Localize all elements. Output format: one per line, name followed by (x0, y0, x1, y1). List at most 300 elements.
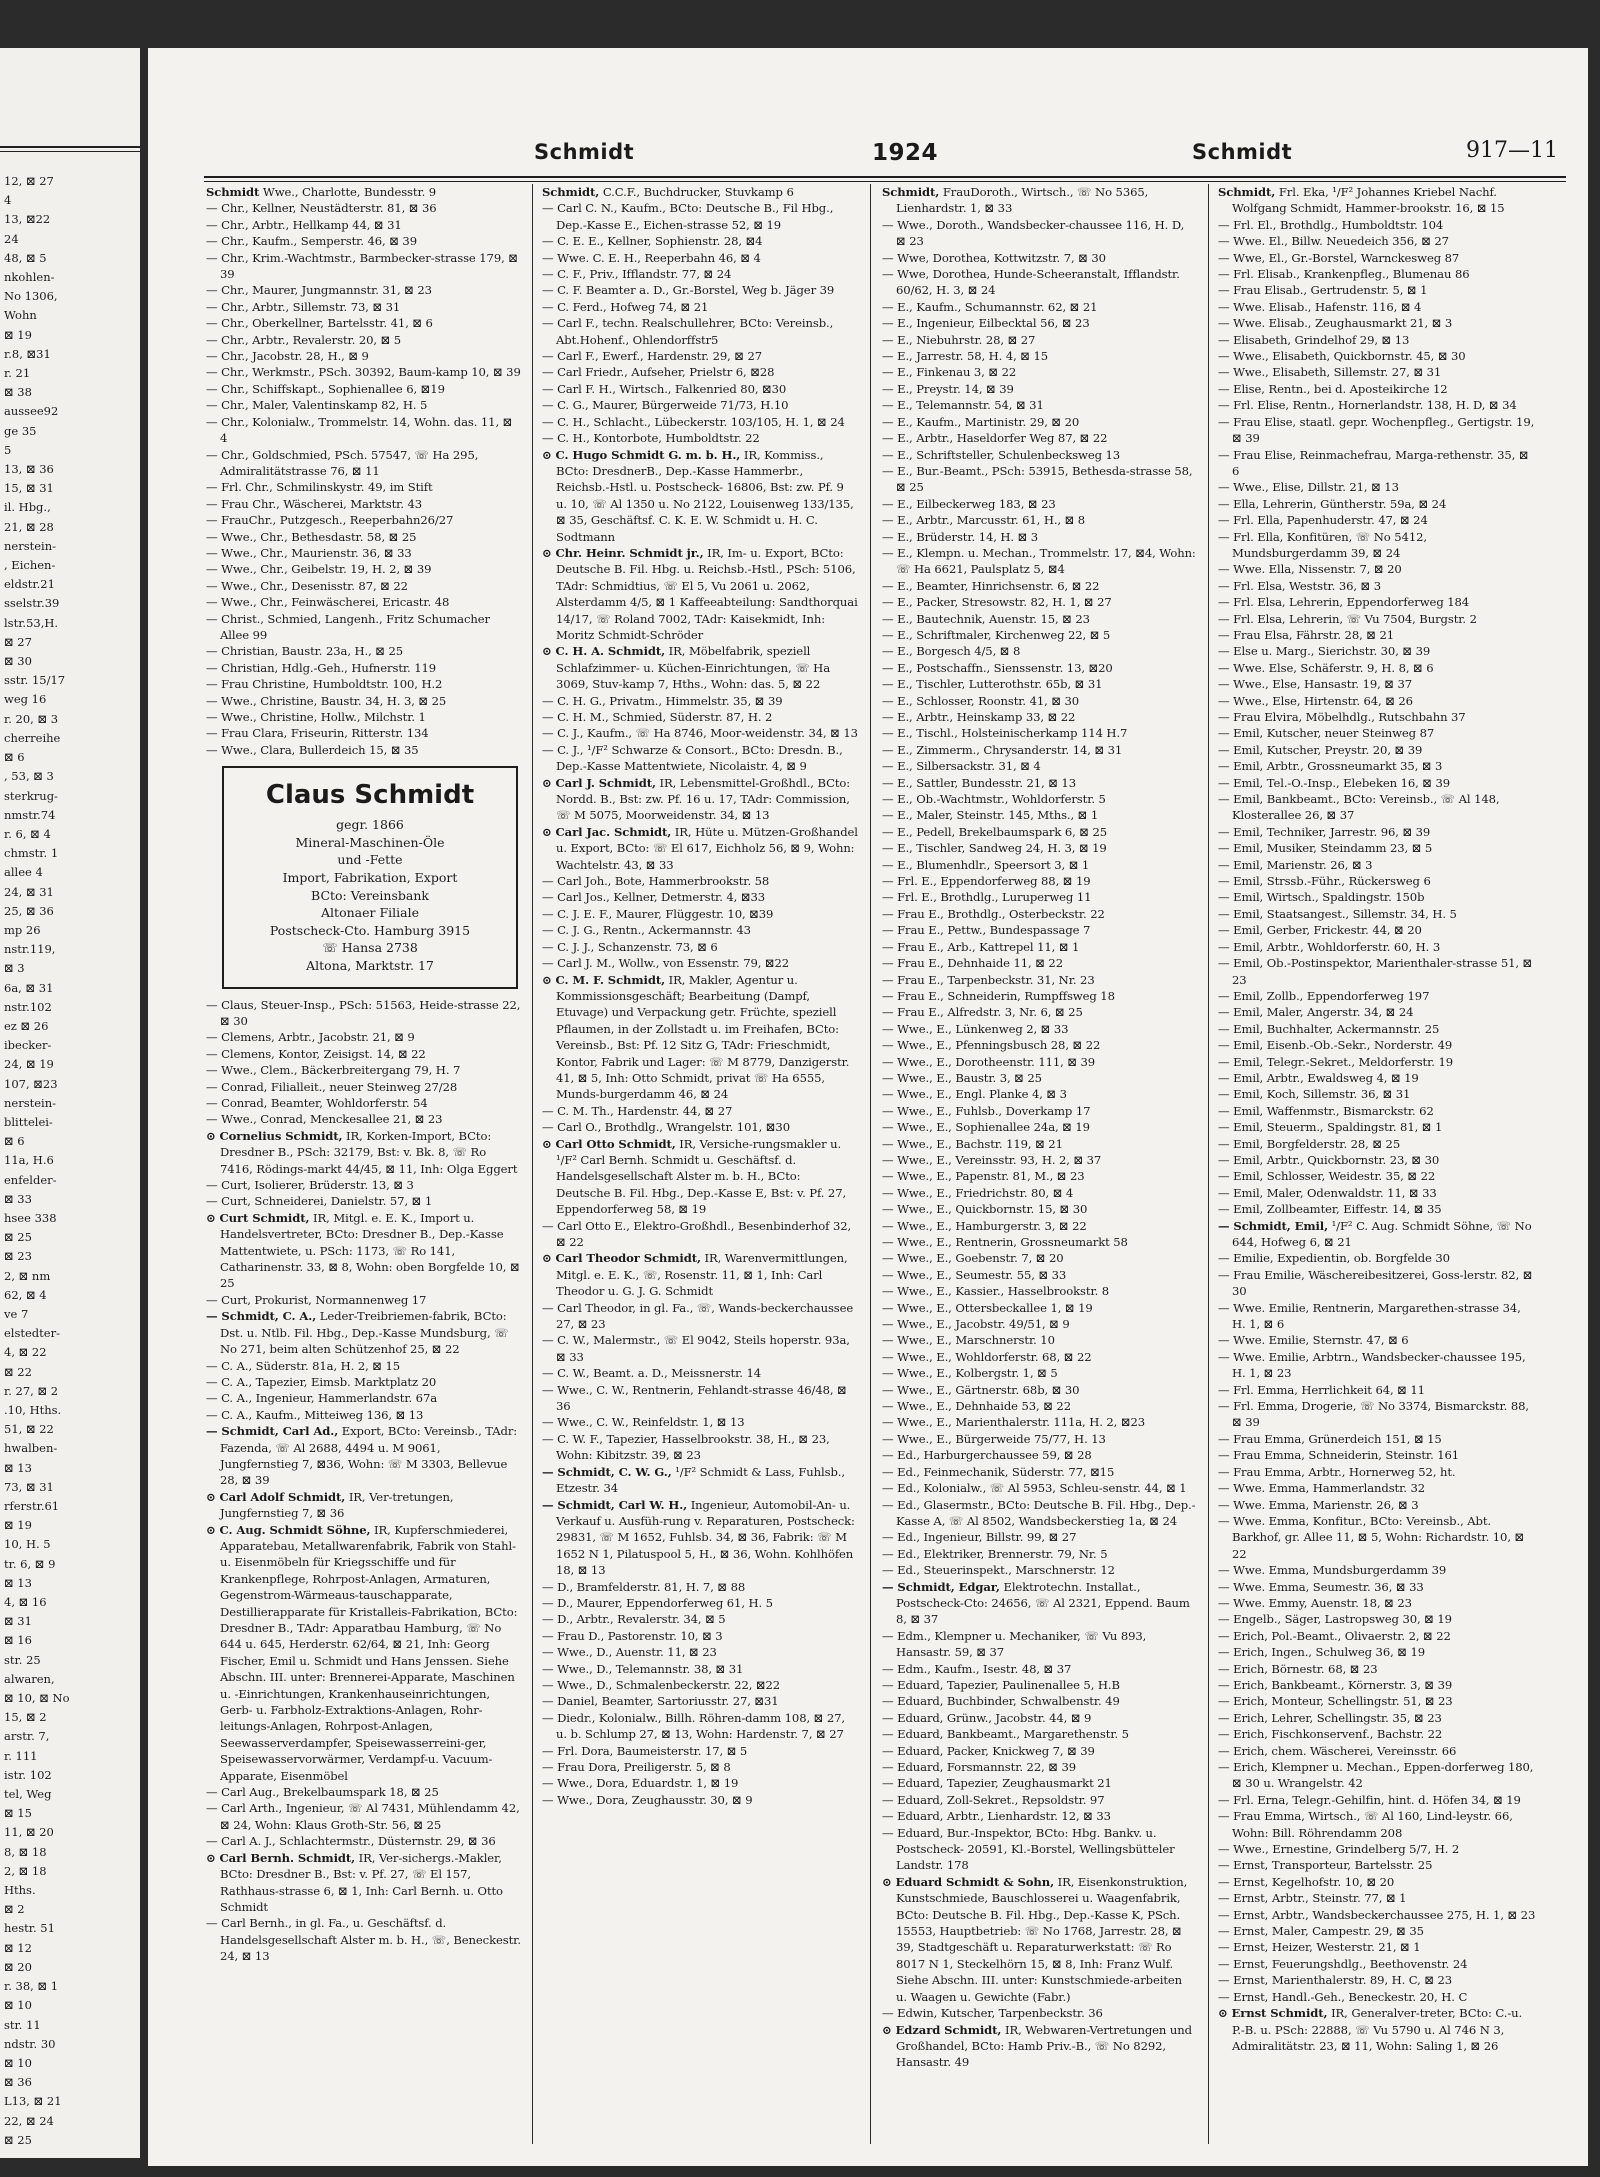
left-page-line: ⊠ 10, ⊠ No (4, 1691, 70, 1706)
directory-entry (1218, 1611, 1536, 1627)
directory-entry (882, 922, 1196, 938)
directory-entry (882, 758, 1196, 774)
entry-text: — Wwe., E., Bürgerweide 75/77, H. 13 (882, 1431, 1106, 1446)
entry-name: ⊙ Chr. Heinr. Schmidt jr., (542, 545, 704, 560)
directory-entry (1218, 988, 1536, 1004)
directory-entry (1218, 1497, 1536, 1513)
directory-entry (206, 1374, 522, 1390)
directory-entry (1218, 1480, 1536, 1496)
directory-entry (542, 1628, 858, 1644)
directory-entry (1218, 1743, 1536, 1759)
entry-text: — C. H., Kontorbote, Humboldtstr. 22 (542, 431, 760, 446)
directory-entry (206, 997, 522, 1030)
directory-entry (206, 1800, 522, 1833)
entry-text: Frl. Eka, ¹/F² Johannes Kriebel Nachf. Wolfgang Schmidt, Hammer-brookstr. 16, ⊠ 15 (1232, 185, 1505, 216)
left-page-line: ⊠ 33 (4, 1191, 32, 1206)
directory-entry (206, 315, 522, 331)
entry-text: — Frau Elvira, Möbelhdlg., Rutschbahn 37 (1218, 710, 1466, 724)
entry-name: Schmidt (206, 185, 260, 199)
left-page-line: str. 25 (4, 1652, 41, 1667)
entry-text: — E., Brüderstr. 14, H. ⊠ 3 (882, 529, 1039, 544)
entry-text: IR, Im- u. Export, BCto: Deutsche B. Fil. Hbg. u. Reichsb.-Hstl., PSch: 5106, TAdr: Schmidtius, ☏ El 5, Vu 2061 u. 2062, Alsterdamm 4/5, ⊠ 1 Kaffeeabteilung: Sandthorquai 14/17, ☏ Roland 7002, TAdr: Kaisekmidt, Inh: Moritz Schmidt-Schröder (556, 545, 858, 642)
directory-entry (1218, 397, 1536, 413)
entry-text: — Emil, Koch, Sillemstr. 36, ⊠ 31 (1218, 1087, 1411, 1102)
entry-name: ⊙ Carl Theodor Schmidt, (542, 1251, 701, 1266)
entry-text: — Ella, Lehrerin, Güntherstr. 59a, ⊠ 24 (1218, 496, 1447, 511)
entry-text: — Wwe., E., Pfenningsbusch 28, ⊠ 22 (882, 1038, 1101, 1053)
directory-entry (882, 889, 1196, 905)
entry-text: — Emil, Maler, Angerstr. 34, ⊠ 24 (1218, 1005, 1414, 1020)
directory-entry (542, 299, 858, 315)
entry-text: — E., Beamter, Hinrichsenstr. 6, ⊠ 22 (882, 578, 1100, 593)
header-rule (204, 176, 1566, 178)
entry-text: IR, Ver-tretungen, Jungfernstieg 7, ⊠ 36 (220, 1489, 454, 1521)
entry-text: — Chr., Krim.-Wachtmstr., Barmbecker-strasse 179, ⊠ 39 (206, 250, 518, 282)
page-header (204, 134, 1566, 174)
directory-entry (882, 1759, 1196, 1775)
directory-entry (1218, 315, 1536, 331)
directory-entry (882, 1808, 1196, 1824)
directory-entry (882, 2005, 1196, 2021)
entry-text: — Wwe. Emmy, Auenstr. 18, ⊠ 23 (1218, 1595, 1412, 1610)
left-page-line: ⊠ 2 (4, 1902, 25, 1917)
directory-entry (542, 397, 858, 413)
entry-text: — Frau Emma, Wirtsch., ☏ Al 160, Lind-leystr. 66, Wohn: Bill. Röhrendamm 208 (1218, 1809, 1513, 1840)
entry-text: — Chr., Arbtr., Hellkamp 44, ⊠ 31 (206, 217, 402, 232)
entry-name: ⊙ Carl Otto Schmidt, (542, 1136, 676, 1151)
directory-entry (1218, 364, 1536, 380)
entry-text: — Emil, Techniker, Jarrestr. 96, ⊠ 39 (1218, 824, 1431, 839)
entry-text: — Wwe., E., Rentnerin, Grossneumarkt 58 (882, 1235, 1128, 1249)
directory-entry (1218, 1021, 1536, 1037)
directory-entry (206, 693, 522, 709)
directory-entry (882, 1054, 1196, 1070)
entry-text: — Ernst, Arbtr., Wandsbeckerchaussee 275, H. 1, ⊠ 23 (1218, 1907, 1536, 1922)
entry-text: — Carl Arth., Ingenieur, ☏ Al 7431, Mühlendamm 42, ⊠ 24, Wohn: Klaus Groth-Str. 56, ⊠ 25 (206, 1801, 520, 1832)
entry-text: — Carl F., techn. Realschullehrer, BCto: Vereinsb., Abt.Hohenf., Ohlendorffstr5 (542, 316, 834, 347)
directory-entry (882, 266, 1196, 299)
entry-text: — Eduard, Grünw., Jacobstr. 44, ⊠ 9 (882, 1710, 1092, 1725)
entry-text: — Wwe., E., Friedrichstr. 80, ⊠ 4 (882, 1185, 1074, 1200)
directory-entry (1218, 1218, 1536, 1251)
directory-entry (1218, 709, 1536, 725)
entry-text: — E., Jarrestr. 58, H. 4, ⊠ 15 (882, 349, 1049, 364)
directory-entry (206, 1111, 522, 1127)
entry-text: — Emil, Arbtr., Quickbornstr. 23, ⊠ 30 (1218, 1152, 1440, 1167)
directory-entry (542, 939, 858, 955)
entry-text: — Frau Elise, Reinmachefrau, Marga-rethenstr. 35, ⊠ 6 (1218, 447, 1529, 478)
entry-text: — Carl Theodor, in gl. Fa., ☏, Wands-beckerchaussee 27, ⊠ 23 (542, 1300, 854, 1332)
entry-text: IR, Ver-sichergs.-Makler, BCto: Dresdner B., Bst: v. Pf. 27, ☏ El 157, Rathhaus-strasse 6, ⊠ 1, Inh: Carl Bernh. u. Otto Schmidt (220, 1850, 503, 1914)
directory-entry (882, 1218, 1196, 1234)
directory-entry (1218, 561, 1536, 577)
entry-text: — Claus, Steuer-Insp., PSch: 51563, Heide-strasse 22, ⊠ 30 (206, 997, 521, 1028)
entry-text: — Wwe., E., Jacobstr. 49/51, ⊠ 9 (882, 1317, 1070, 1332)
directory-entry (882, 1201, 1196, 1217)
entry-text: IR, Generalver-treter, BCto: C.-u. P.-B. u. PSch: 22888, ☏ Vu 5790 u. Al 746 N 3, Admiralitätstr. 23, ⊠ 11, Wohn: Saling 1, ⊠ 26 (1232, 2006, 1523, 2053)
left-page-line: 24 (4, 231, 19, 246)
entry-text: — Wwe., E., Fuhlsb., Doverkamp 17 (882, 1103, 1091, 1118)
directory-entry (206, 381, 522, 397)
left-page-line: 22, ⊠ 24 (4, 2113, 54, 2128)
entry-text: — E., Kaufm., Martinistr. 29, ⊠ 20 (882, 414, 1080, 429)
directory-entry (882, 676, 1196, 692)
directory-entry (882, 1021, 1196, 1037)
directory-entry (206, 1915, 522, 1964)
left-page-line: ⊠ 25 (4, 1230, 32, 1245)
directory-page (148, 48, 1588, 2166)
directory-entry (1218, 1185, 1536, 1201)
entry-text: — Frl. Erna, Telegr.-Gehilfin, hint. d. Höfen 34, ⊠ 19 (1218, 1792, 1521, 1807)
directory-entry (542, 1497, 858, 1579)
directory-entry (206, 479, 522, 495)
entry-text: — Wwe., Doroth., Wandsbecker-chaussee 116, H. D, ⊠ 23 (882, 217, 1185, 249)
directory-entry (542, 282, 858, 298)
entry-text: — Clemens, Arbtr., Jacobstr. 21, ⊠ 9 (206, 1030, 415, 1045)
directory-entry (206, 200, 522, 216)
directory-entry (206, 594, 522, 610)
directory-entry (1218, 955, 1536, 988)
directory-entry (542, 1710, 858, 1743)
entry-text: — Frl. Chr., Schmilinskystr. 49, im Stift (206, 480, 433, 495)
directory-entry (542, 1382, 858, 1415)
entry-text: — Eduard, Zoll-Sekret., Repsoldstr. 97 (882, 1792, 1105, 1807)
entry-name: ⊙ Carl J. Schmidt, (542, 775, 656, 790)
entry-text: — Frau Emma, Schneiderin, Steinstr. 161 (1218, 1448, 1460, 1463)
entry-text: — C. F. Beamter a. D., Gr.-Borstel, Weg b. Jäger 39 (542, 283, 835, 298)
directory-entry (542, 922, 858, 938)
entry-text: — C. H. G., Privatm., Himmelstr. 35, ⊠ 39 (542, 693, 783, 708)
directory-entry (1218, 693, 1536, 709)
left-page-line: 51, ⊠ 22 (4, 1422, 54, 1437)
directory-entry (206, 1423, 522, 1489)
entry-text: — Wwe. Emma, Seumestr. 36, ⊠ 33 (1218, 1579, 1424, 1594)
directory-entry (206, 742, 522, 758)
entry-text: — Chr., Werkmstr., PSch. 30392, Baum-kamp 10, ⊠ 39 (206, 365, 521, 380)
entry-text: — Wwe., E., Vereinsstr. 93, H. 2, ⊠ 37 (882, 1152, 1102, 1167)
directory-entry (206, 1095, 522, 1111)
entry-text: — Emil, Borgfelderstr. 28, ⊠ 25 (1218, 1136, 1401, 1151)
entry-text: — Frau E., Schneiderin, Rumpffsweg 18 (882, 988, 1115, 1003)
directory-entry (882, 725, 1196, 741)
directory-entry (1218, 1054, 1536, 1070)
left-page-line: ve 7 (4, 1306, 29, 1321)
left-page-line: 8, ⊠ 18 (4, 1844, 47, 1859)
directory-entry (542, 545, 858, 643)
directory-entry (1218, 676, 1536, 692)
left-page-line: nkohlen- (4, 270, 55, 285)
directory-entry (1218, 1119, 1536, 1135)
entry-text: — Chr., Schiffskapt., Sophienallee 6, ⊠19 (206, 381, 445, 396)
entry-text: Export, BCto: Vereinsb., TAdr: Fazenda, ☏ Al 2688, 4494 u. M 9061, Jungfernstieg 7, ⊠36, Wohn: ☏ M 3303, Bellevue 28, ⊠ 39 (220, 1424, 518, 1488)
directory-entry (882, 709, 1196, 725)
directory-entry (882, 217, 1196, 250)
left-page-fragment (0, 48, 143, 2158)
directory-entry (1218, 1152, 1536, 1168)
directory-entry (542, 1759, 858, 1775)
entry-text: — C. J., Kaufm., ☏ Ha 8746, Moor-weidenstr. 34, ⊠ 13 (542, 726, 858, 741)
directory-entry (882, 512, 1196, 528)
directory-entry (206, 1358, 522, 1374)
directory-entry (882, 430, 1196, 446)
entry-text: — C. M. Th., Hardenstr. 44, ⊠ 27 (542, 1103, 733, 1118)
entry-text: — C. A., Tapezier, Eimsb. Marktplatz 20 (206, 1374, 437, 1389)
entry-text: — Diedr., Kolonialw., Billh. Röhren-damm 108, ⊠ 27, u. b. Schlump 27, ⊠ 13, Wohn: Hardenstr. 7, ⊠ 27 (542, 1710, 845, 1742)
left-page-line: 15, ⊠ 31 (4, 481, 54, 496)
entry-text: — Ed., Harburgerchaussee 59, ⊠ 28 (882, 1448, 1092, 1463)
entry-text: — E., Schlosser, Roonstr. 41, ⊠ 30 (882, 693, 1080, 708)
directory-entry (882, 857, 1196, 873)
entry-text: — Chr., Kellner, Neustädterstr. 81, ⊠ 36 (206, 201, 437, 216)
directory-entry (542, 643, 858, 692)
entry-name: Schmidt, (542, 185, 600, 199)
column-divider (532, 184, 533, 2144)
directory-entry (206, 1128, 522, 1177)
entry-text: — Wwe., Conrad, Menckesallee 21, ⊠ 23 (206, 1112, 443, 1127)
directory-entry (882, 1775, 1196, 1791)
entry-text: — Emil, Arbtr., Wohldorferstr. 60, H. 3 (1218, 939, 1441, 954)
directory-entry (206, 250, 522, 283)
entry-text: — E., Eilbeckerweg 183, ⊠ 23 (882, 496, 1056, 511)
entry-text: — Conrad, Beamter, Wohldorferstr. 54 (206, 1096, 428, 1110)
directory-entry (882, 1004, 1196, 1020)
entry-text: — E., Borgesch 4/5, ⊠ 8 (882, 644, 1021, 659)
ad-line: ☏ Hansa 2738 (322, 940, 418, 956)
left-page-line: 11, ⊠ 20 (4, 1825, 54, 1840)
left-page-line: 12, ⊠ 27 (4, 174, 54, 188)
entry-text: — E., Schriftsteller, Schulenbecksweg 13 (882, 447, 1121, 462)
entry-text: IR, Warenvermittlungen, Mitgl. e. E. K., ☏, Rosenstr. 11, ⊠ 1, Inh: Carl Theodor u. G. J. G. Schmidt (556, 1251, 848, 1299)
entry-text: — Frl. Elise, Rentn., Hornerlandstr. 138, H. D, ⊠ 34 (1218, 398, 1517, 413)
entry-text: — Eduard, Bur.-Inspektor, BCto: Hbg. Bankv. u. Postscheck- 20591, Kl.-Borstel, Wellingsbütteler Landstr. 178 (882, 1825, 1175, 1873)
left-page-line: ez ⊠ 26 (4, 1018, 49, 1033)
left-page-line: nerstein- (4, 538, 57, 553)
directory-entry (1218, 1726, 1536, 1742)
entry-text: — Wwe., Chr., Geibelstr. 19, H. 2, ⊠ 39 (206, 562, 432, 577)
entry-name: ⊙ Cornelius Schmidt, (206, 1128, 343, 1143)
entry-text: — Frl. Elsa, Lehrerin, ☏ Vu 7504, Burgstr. 2 (1218, 611, 1477, 626)
running-head-right: Schmidt (1192, 140, 1293, 164)
directory-entry (882, 1874, 1196, 2005)
advertisement-box (222, 766, 518, 988)
left-page-line: ⊠ 30 (4, 654, 32, 669)
directory-entry (882, 1152, 1196, 1168)
entry-text: — Wwe., Dora, Eduardstr. 1, ⊠ 19 (542, 1776, 739, 1791)
entry-text: — Frau D., Pastorenstr. 10, ⊠ 3 (542, 1628, 723, 1643)
entry-text: — Erich, Ingen., Schulweg 36, ⊠ 19 (1218, 1645, 1426, 1660)
directory-entry (882, 1332, 1196, 1348)
entry-text: ¹/F² C. Aug. Schmidt Söhne, ☏ No 644, Hofweg 6, ⊠ 21 (1232, 1218, 1532, 1249)
directory-entry (1218, 1300, 1536, 1333)
left-page-line: ⊠ 13 (4, 1575, 32, 1590)
directory-entry (882, 381, 1196, 397)
directory-entry (1218, 1201, 1536, 1217)
directory-entry (206, 1308, 522, 1357)
entry-text: — C. A., Süderstr. 81a, H. 2, ⊠ 15 (206, 1358, 401, 1373)
directory-entry (542, 1743, 858, 1759)
directory-entry (882, 1168, 1196, 1184)
directory-entry (542, 1414, 858, 1430)
ad-line: Altona, Marktstr. 17 (306, 957, 434, 973)
entry-text: — C. W., Beamt. a. D., Meissnerstr. 14 (542, 1366, 761, 1381)
directory-entry (1218, 1382, 1536, 1398)
directory-entry (1218, 1989, 1536, 2005)
left-page-line: cherreihe (4, 730, 61, 745)
entry-text: — Chr., Arbtr., Revalerstr. 20, ⊠ 5 (206, 332, 402, 347)
directory-entry (882, 1398, 1196, 1414)
entry-text: — Wwe., C. W., Rentnerin, Fehlandt-strasse 46/48, ⊠ 36 (542, 1382, 847, 1414)
directory-entry (882, 643, 1196, 659)
directory-entry (882, 1234, 1196, 1250)
entry-text: — Frau E., Dehnhaide 11, ⊠ 22 (882, 956, 1063, 971)
entry-text: — Elise, Rentn., bei d. Aposteikirche 12 (1218, 381, 1448, 396)
directory-entry (206, 1390, 522, 1406)
left-page-line: il. Hbg., (4, 500, 51, 515)
column-divider (870, 184, 871, 2144)
entry-text: — Frl. El., Brothdlg., Humboldtstr. 104 (1218, 217, 1444, 232)
directory-entry (542, 184, 858, 200)
left-page-line: ⊠ 22 (4, 1364, 32, 1379)
entry-text: — Wwe., D., Telemannstr. 38, ⊠ 31 (542, 1661, 744, 1676)
entry-text: — Curt, Prokurist, Normannenweg 17 (206, 1292, 427, 1307)
directory-entry (542, 1792, 858, 1808)
entry-text: — Eduard, Packer, Knickweg 7, ⊠ 39 (882, 1743, 1095, 1758)
entry-text: — Daniel, Beamter, Sartoriusstr. 27, ⊠31 (542, 1694, 779, 1709)
left-page-line: blittelei- (4, 1114, 53, 1129)
directory-entry (206, 529, 522, 545)
left-page-line: r. 111 (4, 1748, 38, 1763)
entry-text: IR, Korken-Import, BCto: Dresdner B., PSch: 32179, Bst: v. Bk. 8, ☏ Ro 7416, Rödings-markt 44/45, ⊠ 11, Inh: Olga Eggert (220, 1128, 518, 1176)
directory-entry (1218, 939, 1536, 955)
entry-text: — Ed., Kolonialw., ☏ Al 5953, Schleu-senstr. 44, ⊠ 1 (882, 1481, 1187, 1496)
entry-text: — Wwe. Else, Schäferstr. 9, H. 8, ⊠ 6 (1218, 660, 1434, 675)
directory-entry (882, 1300, 1196, 1316)
entry-text: — Wwe., Else, Hansastr. 19, ⊠ 37 (1218, 677, 1413, 692)
entry-text: — Erich, Klempner u. Mechan., Eppen-dorferweg 180, ⊠ 30 u. Wrangelstr. 42 (1218, 1760, 1534, 1791)
directory-entry (542, 1579, 858, 1595)
directory-entry (882, 988, 1196, 1004)
left-page-line: 4, ⊠ 16 (4, 1595, 47, 1610)
directory-entry (1218, 791, 1536, 824)
entry-text: — Wwe., E., Dorotheenstr. 111, ⊠ 39 (882, 1054, 1096, 1069)
entry-text: IR, Mitgl. e. E. K., Import u. Handelsvertreter, BCto: Dresdner B., Dep.-Kasse Mattentwiete, u. PSch: 1173, ☏ Ro 141, Catharinenstr. 33, ⊠ 8, Wohn: oben Borgfelde 10, ⊠ 25 (220, 1210, 520, 1291)
entry-text: ¹/F² Schmidt & Lass, Fuhlsb., Etzestr. 34 (556, 1464, 845, 1496)
entry-text: — Wwe., Else, Hirtenstr. 64, ⊠ 26 (1218, 693, 1413, 708)
entry-text: — Ernst, Marienthalerstr. 89, H. C, ⊠ 23 (1218, 1973, 1453, 1988)
ad-line: Mineral-Maschinen-Öle (295, 834, 445, 850)
left-page-line: 2, ⊠ 18 (4, 1863, 47, 1878)
directory-entry (1218, 660, 1536, 676)
entry-text: — Frau Dora, Preiligerstr. 5, ⊠ 8 (542, 1760, 731, 1774)
entry-text: IR, Kupferschmiederei, Apparatebau, Metallwarenfabrik, Fabrik von Stahl-u. Eisenmöbeln für Kriegsschiffe und für Krankenpflege, Rohrpost-Anlagen, Armaturen, Gegenstrom-Wärmeaus-tauschapparate, Destillierapparate für Kristalleis-Fabrikation, BCto: Dresdner B., TAdr: Apparatbau Hamburg, ☏ No 644 u. 645, Herderstr. 62/64, ⊠ 21, Inh: Georg Fischer, Emil u. Schmidt und Hans Jenssen. Siehe Abschn. III. unter: Brennerei-Apparate, Maschinen u. -Einrichtungen, Krankenhauseinrichtungen, Gerb- u. Farbholz-Extraktions-Anlagen, Rohr-leitungs-Anlagen, Rohrpost-Anlagen, Seewasserverdampfer, Speisewasserreini-ger, Speisewasservorwärmer, Verdampf-u. Vacuum-Apparate, Eisenmöbel (220, 1522, 518, 1783)
directory-entry (882, 1480, 1196, 1496)
column-divider (1208, 184, 1209, 2144)
entry-text: — Wwe. C. E. H., Reeperbahn 46, ⊠ 4 (542, 250, 761, 265)
entry-text: — Wwe., E., Gärtnerstr. 68b, ⊠ 30 (882, 1382, 1080, 1397)
directory-entry (542, 693, 858, 709)
directory-entry (882, 1349, 1196, 1365)
left-page-line: 2, ⊠ nm (4, 1268, 51, 1283)
left-page-line: 62, ⊠ 4 (4, 1287, 47, 1302)
directory-entry (882, 1103, 1196, 1119)
directory-entry (1218, 332, 1536, 348)
directory-entry (882, 414, 1196, 430)
entry-text: — Carl Aug., Brekelbaumspark 18, ⊠ 25 (206, 1785, 439, 1800)
directory-entry (882, 529, 1196, 545)
directory-entry (542, 200, 858, 233)
directory-entry (1218, 1431, 1536, 1447)
entry-text: — Wwe., Chr., Desenisstr. 87, ⊠ 22 (206, 578, 408, 593)
entry-text: — E., Maler, Steinstr. 145, Mths., ⊠ 1 (882, 808, 1099, 823)
left-page-line: mp 26 (4, 922, 41, 937)
directory-entry (882, 1677, 1196, 1693)
entry-text: — Emil, Schlosser, Weidestr. 35, ⊠ 22 (1218, 1169, 1436, 1184)
directory-entry (882, 840, 1196, 856)
entry-text: — Wwe. Elisab., Hafenstr. 116, ⊠ 4 (1218, 299, 1422, 314)
entry-text: — Frl. E., Brothdlg., Luruperweg 11 (882, 890, 1092, 905)
directory-entry (1218, 348, 1536, 364)
entry-text: — Frau E., Pettw., Bundespassage 7 (882, 923, 1091, 938)
directory-entry (206, 217, 522, 233)
directory-entry (206, 709, 522, 725)
entry-text: — Eduard, Buchbinder, Schwalbenstr. 49 (882, 1694, 1120, 1709)
entry-text: — E., Klempn. u. Mechan., Trommelstr. 17, ⊠4, Wohn: ☏ Ha 6621, Paulsplatz 5, ⊠4 (882, 545, 1196, 577)
left-page-line: enfelder- (4, 1172, 57, 1187)
entry-text: — Edm., Klempner u. Mechaniker, ☏ Vu 893, Hansastr. 59, ⊠ 37 (882, 1628, 1147, 1660)
directory-entry (542, 955, 858, 971)
directory-entry (542, 1595, 858, 1611)
entry-text: — Christian, Hdlg.-Geh., Hufnerstr. 119 (206, 660, 437, 675)
entry-text: — Emil, Wirtsch., Spaldingstr. 150b (1218, 890, 1425, 905)
entry-text: — Ernst, Maler, Campestr. 29, ⊠ 35 (1218, 1924, 1424, 1939)
left-page-line: 24, ⊠ 19 (4, 1057, 54, 1072)
entry-name: ⊙ Curt Schmidt, (206, 1210, 310, 1225)
entry-text: — Emil, Telegr.-Sekret., Meldorferstr. 19 (1218, 1054, 1454, 1069)
entry-text: — E., Blumenhdlr., Speersort 3, ⊠ 1 (882, 857, 1090, 872)
entry-text: — Frau Christine, Humboldtstr. 100, H.2 (206, 677, 443, 692)
directory-entry (882, 1710, 1196, 1726)
entry-text: — Frl. Elsa, Lehrerin, Eppendorferweg 184 (1218, 595, 1470, 610)
entry-text: — Frl. Elisab., Krankenpfleg., Blumenau 86 (1218, 267, 1470, 282)
left-page-line: sterkrug- (4, 788, 58, 803)
entry-text: — Chr., Kolonialw., Trommelstr. 14, Wohn. das. 11, ⊠ 4 (206, 414, 513, 446)
left-page-line: 107, ⊠23 (4, 1076, 58, 1091)
directory-entry (882, 1661, 1196, 1677)
directory-entry (882, 1693, 1196, 1709)
left-page-line: ⊠ 15 (4, 1806, 32, 1821)
directory-entry (206, 578, 522, 594)
entry-text: Elektrotechn. Installat., Postscheck-Cto: 24656, ☏ Al 2321, Eppend. Baum 8, ⊠ 37 (896, 1579, 1190, 1627)
entry-text: IR, Lebensmittel-Großhdl., BCto: Nordd. B., Bst: zw. Pf. 16 u. 17, TAdr: Commission, ☏ M 5075, Moorweidenstr. 34, ⊠ 13 (556, 775, 851, 823)
entry-name: ⊙ Carl Adolf Schmidt, (206, 1489, 346, 1504)
entry-text: — Frau Emilie, Wäschereibesitzerei, Goss-lerstr. 82, ⊠ 30 (1218, 1267, 1533, 1299)
directory-entry (542, 709, 858, 725)
directory-entry (1218, 266, 1536, 282)
entry-text: — Carl F. H., Wirtsch., Falkenried 80, ⊠30 (542, 381, 787, 396)
directory-entry (1218, 447, 1536, 480)
directory-entry (542, 1136, 858, 1218)
directory-entry (882, 348, 1196, 364)
directory-entry (542, 1677, 858, 1693)
entry-text: — Ed., Elektriker, Brennerstr. 79, Nr. 5 (882, 1546, 1108, 1561)
directory-entry (206, 611, 522, 644)
entry-text: — Wwe., E., Kassier., Hasselbrookstr. 8 (882, 1284, 1110, 1299)
entry-text: Leder-Treibriemen-fabrik, BCto: Dst. u. Ntlb. Fil. Hbg., Dep.-Kasse Mundsburg, ☏ No 271, beim alten Schützenhof 25, ⊠ 22 (220, 1309, 509, 1357)
entry-text: — Chr., Goldschmied, PSch. 57547, ☏ Ha 295, Admiralitätstrasse 76, ⊠ 11 (206, 447, 479, 478)
left-page-line: nerstein- (4, 1095, 57, 1110)
entry-text: — C. J. G., Rentn., Ackermannstr. 43 (542, 923, 751, 938)
directory-entry (1218, 627, 1536, 643)
